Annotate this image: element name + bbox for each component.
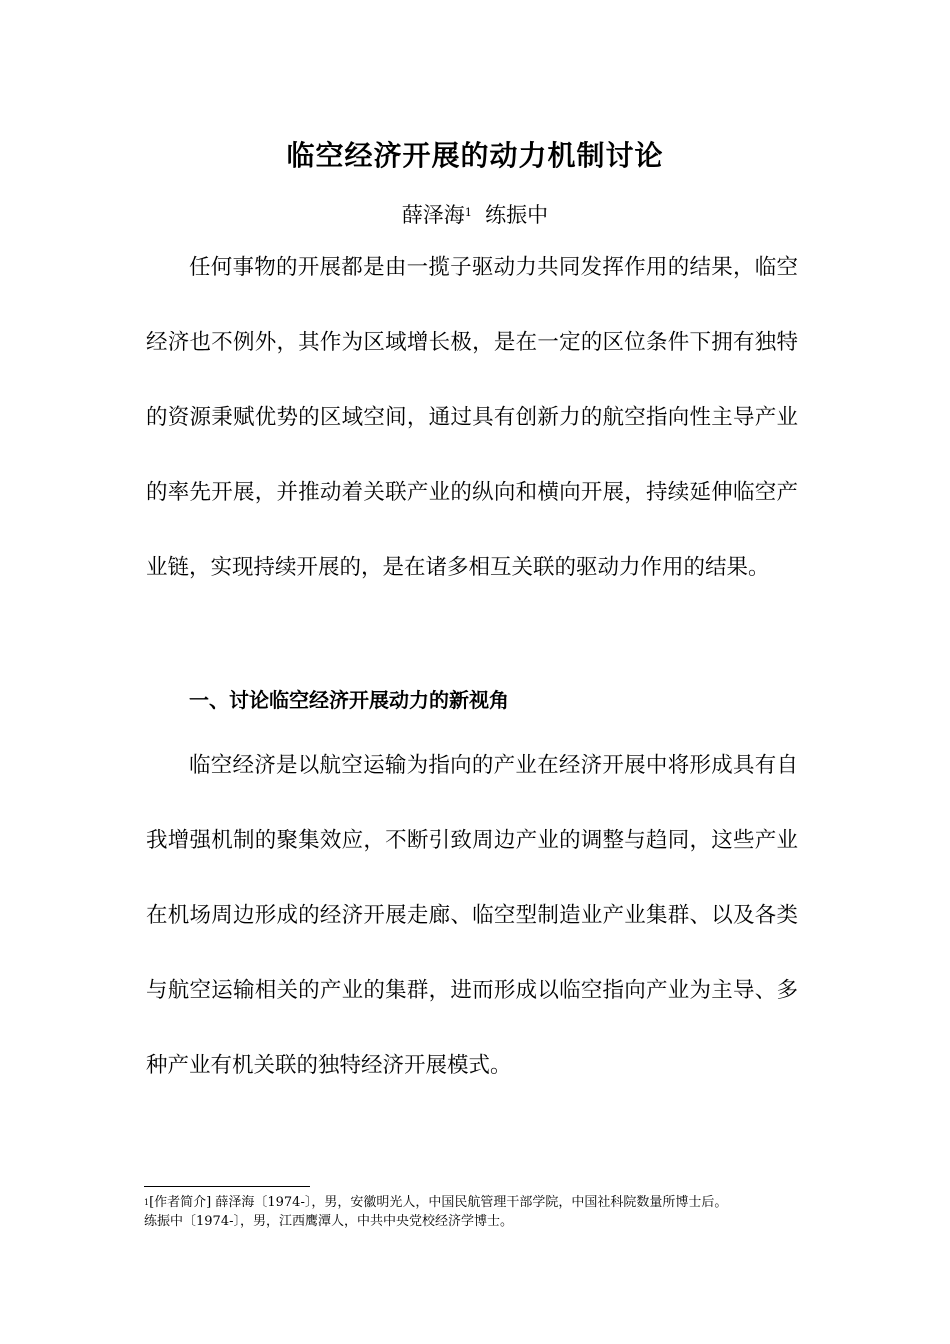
footnote [144,1193,804,1231]
footnote-marker: 1 [144,1198,150,1207]
section-heading: 一、讨论临空经济开展动力的新视角 [189,688,509,712]
footnote-line-2: 练振中〔1974-〕，男，江西鹰潭人，中共中央党校经济学博士。 [144,1214,513,1229]
document-title: 临空经济开展的动力机制讨论 [286,139,664,172]
author-footnote-marker: 1 [464,206,472,219]
body-paragraph-intro: 任何事物的开展都是由一揽子驱动力共同发挥作用的结果，临空经济也不例外，其作为区域增长极，是在一定的区位条件下拥有独特的资源秉赋优势的区域空间，通过具有创新力的航空指向性主导产业的率先开展，并推动着关联产业的纵向和横向开展，持续延伸临空产业链，实现持续开展的，是在诸多相互关联的驱动力作用的结果。 [146,255,798,580]
footnote-text-1: [作者简介] 薛泽海〔1974-〕，男，安徽明光人，中国民航管理干部学院，中国社科院数量所博士后。 [149,1195,728,1210]
footnote-line-1 [144,1193,804,1212]
body-paragraph-section-1: 临空经济是以航空运输为指向的产业在经济开展中将形成具有自我增强机制的聚集效应，不断引致周边产业的调整与趋同，这些产业在机场周边形成的经济开展走廊、临空型制造业产业集群、以及各类与航空运输相关的产业的集群，进而形成以临空指向产业为主导、多种产业有机关联的独特经济开展模式。 [146,753,798,1078]
first-author-name: 薛泽海 [401,203,465,227]
footnote-separator [144,1186,310,1187]
second-author-name: 练振中 [485,203,549,227]
author-line [0,200,950,230]
